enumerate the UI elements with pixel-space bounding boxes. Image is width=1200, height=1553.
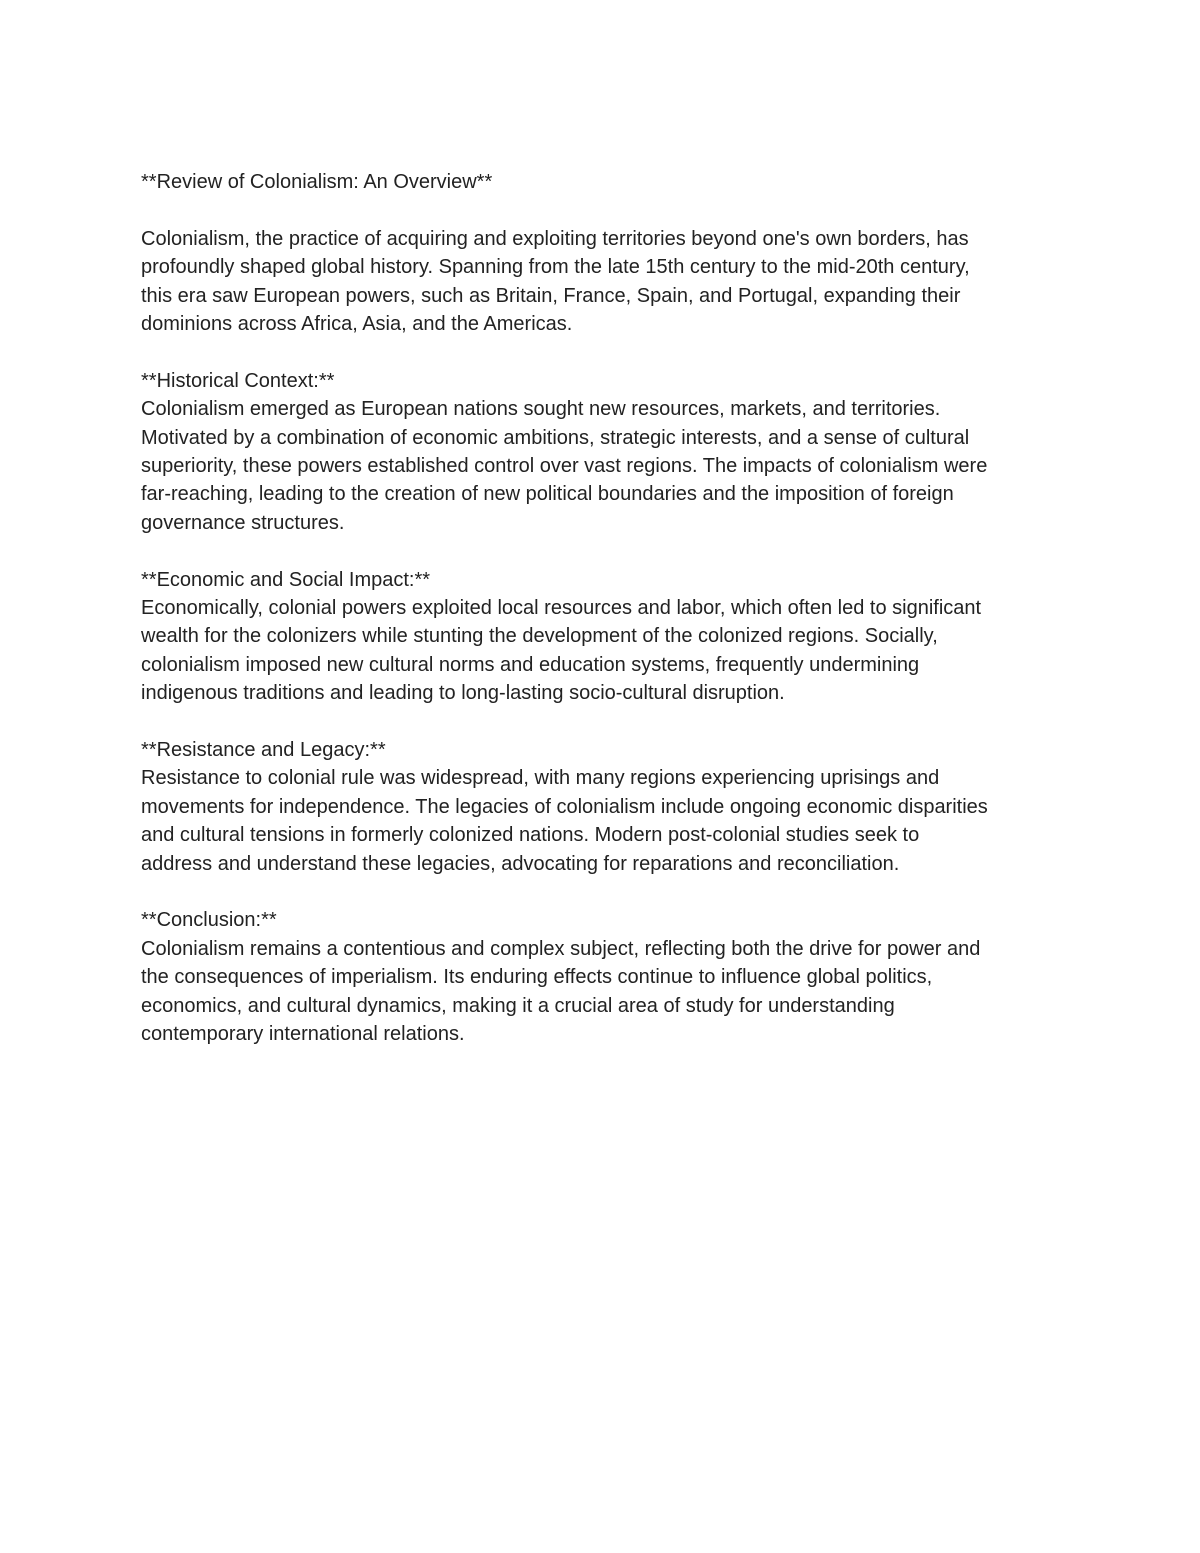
intro-line: profoundly shaped global history. Spanning from the late 15th century to the mid-20th century,	[141, 256, 970, 279]
section-line: governance structures.	[141, 511, 345, 534]
section-heading: **Historical Context:**	[141, 369, 335, 392]
paragraph-spacer	[141, 878, 1071, 906]
paragraph-spacer	[141, 338, 1071, 366]
section-heading: **Conclusion:**	[141, 909, 277, 932]
intro-line: this era saw European powers, such as Britain, France, Spain, and Portugal, expanding their	[141, 284, 961, 307]
section-resistance-legacy	[141, 736, 1071, 878]
intro-line: dominions across Africa, Asia, and the Americas.	[141, 313, 573, 336]
intro-paragraph	[141, 225, 1071, 339]
section-line: and cultural tensions in formerly colonized nations. Modern post-colonial studies seek to	[141, 824, 920, 847]
section-line: Colonialism remains a contentious and complex subject, reflecting both the drive for power and	[141, 937, 981, 960]
section-line: movements for independence. The legacies of colonialism include ongoing economic disparities	[141, 795, 988, 818]
section-line: the consequences of imperialism. Its enduring effects continue to influence global politics,	[141, 966, 933, 989]
paragraph-spacer	[141, 537, 1071, 565]
section-line: indigenous traditions and leading to long-lasting socio-cultural disruption.	[141, 682, 785, 705]
section-line: contemporary international relations.	[141, 1023, 465, 1046]
section-economic-social-impact	[141, 566, 1071, 708]
section-heading: **Economic and Social Impact:**	[141, 568, 431, 591]
section-line: colonialism imposed new cultural norms and education systems, frequently undermining	[141, 653, 920, 676]
section-line: Economically, colonial powers exploited local resources and labor, which often led to significant	[141, 597, 982, 620]
document-title: **Review of Colonialism: An Overview**	[141, 171, 493, 193]
document-body	[141, 168, 1071, 1049]
section-line: Motivated by a combination of economic ambitions, strategic interests, and a sense of cultural	[141, 426, 970, 449]
paragraph-spacer	[141, 196, 1071, 224]
section-line: wealth for the colonizers while stunting the development of the colonized regions. Socially,	[141, 625, 938, 648]
paragraph-spacer	[141, 708, 1071, 736]
section-line: Colonialism emerged as European nations sought new resources, markets, and territories.	[141, 398, 941, 421]
section-line: Resistance to colonial rule was widespread, with many regions experiencing uprisings and	[141, 767, 940, 790]
section-line: far-reaching, leading to the creation of new political boundaries and the imposition of foreign	[141, 483, 954, 506]
section-historical-context	[141, 367, 1071, 537]
section-heading: **Resistance and Legacy:**	[141, 739, 386, 762]
section-conclusion	[141, 906, 1071, 1048]
section-line: superiority, these powers established control over vast regions. The impacts of colonialism were	[141, 455, 988, 478]
section-line: address and understand these legacies, advocating for reparations and reconciliation.	[141, 852, 900, 875]
intro-line: Colonialism, the practice of acquiring and exploiting territories beyond one's own borders, has	[141, 227, 969, 250]
section-line: economics, and cultural dynamics, making it a crucial area of study for understanding	[141, 994, 895, 1017]
